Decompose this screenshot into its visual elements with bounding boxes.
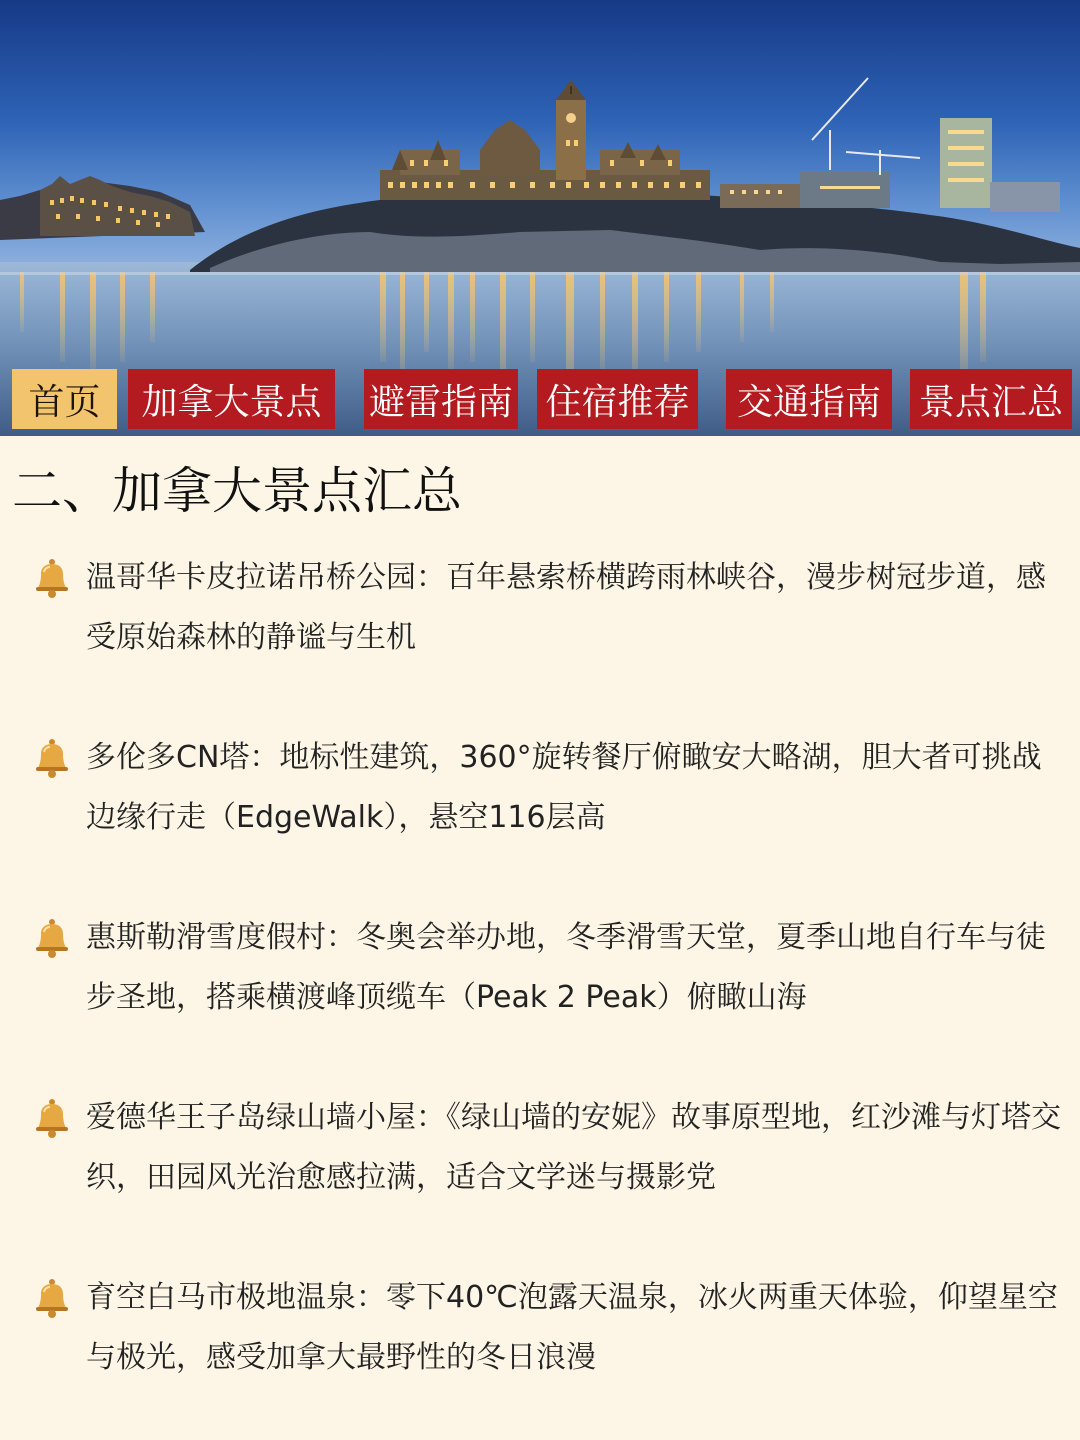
section-title: 二、加拿大景点汇总 bbox=[12, 462, 462, 520]
list-item-text: 惠斯勒滑雪度假村：冬奥会举办地，冬季滑雪天堂，夏季山地自行车与徒步圣地，搭乘横渡峰顶缆车（Peak 2 Peak）俯瞰山海 bbox=[86, 920, 1046, 1015]
bell-icon bbox=[30, 556, 74, 600]
tab-home[interactable]: 首页 bbox=[12, 369, 117, 429]
tab-accommodation[interactable]: 住宿推荐 bbox=[537, 369, 698, 429]
list-item-text: 多伦多CN塔：地标性建筑，360°旋转餐厅俯瞰安大略湖，胆大者可挑战边缘行走（EdgeWalk），悬空116层高 bbox=[86, 740, 1042, 835]
bell-icon bbox=[30, 1276, 74, 1320]
tab-canada-attractions[interactable]: 加拿大景点 bbox=[128, 369, 335, 429]
list-item-text: 育空白马市极地温泉：零下40℃泡露天温泉，冰火两重天体验，仰望星空与极光，感受加拿大最野性的冬日浪漫 bbox=[86, 1280, 1058, 1375]
tab-pitfall-guide[interactable]: 避雷指南 bbox=[364, 369, 518, 429]
tab-attractions-summary[interactable]: 景点汇总 bbox=[910, 369, 1072, 429]
tab-transport-guide[interactable]: 交通指南 bbox=[726, 369, 892, 429]
list-item-text: 温哥华卡皮拉诺吊桥公园：百年悬索桥横跨雨林峡谷，漫步树冠步道，感受原始森林的静谧与生机 bbox=[86, 560, 1046, 655]
bell-icon bbox=[30, 916, 74, 960]
bell-icon bbox=[30, 736, 74, 780]
list-item-text: 爱德华王子岛绿山墙小屋：《绿山墙的安妮》故事原型地，红沙滩与灯塔交织，田园风光治愈感拉满，适合文学迷与摄影党 bbox=[86, 1100, 1061, 1195]
bell-icon bbox=[30, 1096, 74, 1140]
